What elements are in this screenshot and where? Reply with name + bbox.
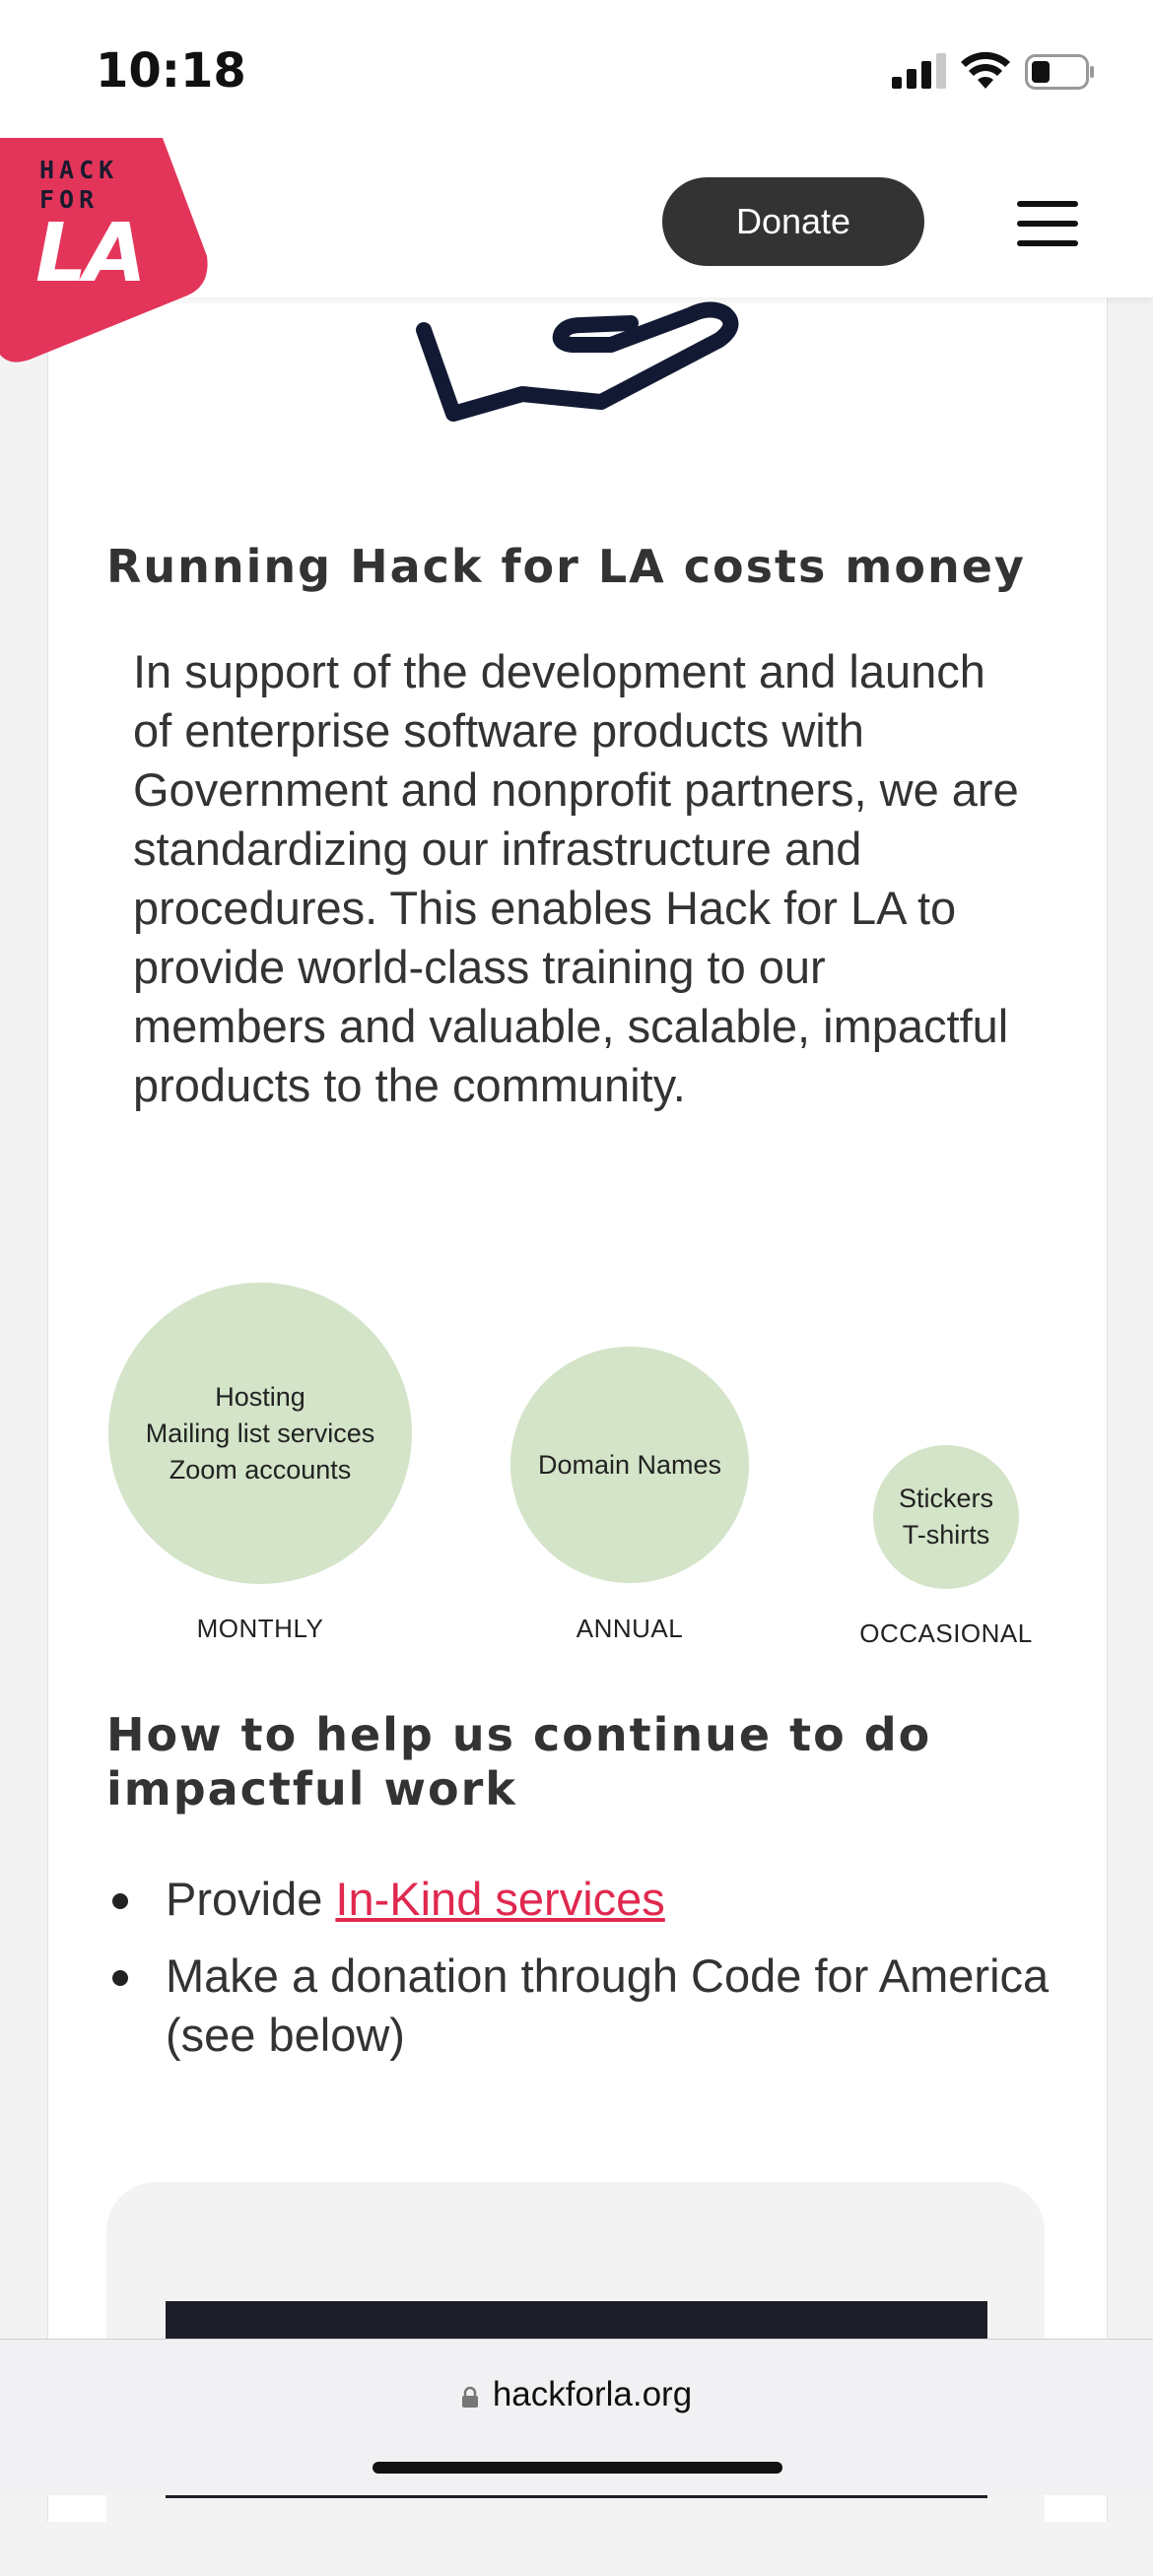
in-kind-services-link[interactable]: In-Kind services xyxy=(335,1873,665,1925)
lock-icon xyxy=(461,2386,479,2408)
cost-bubble-monthly: Hosting Mailing list services Zoom accounts xyxy=(108,1283,412,1584)
cost-bubble-occasional: Stickers T-shirts xyxy=(873,1445,1019,1589)
status-time: 10:18 xyxy=(96,43,246,99)
signal-icon xyxy=(892,51,951,91)
hack-for-la-logo[interactable] xyxy=(0,138,212,364)
logo-text-la: LA xyxy=(35,207,144,300)
wifi-icon xyxy=(960,49,1011,91)
url-text: hackforla.org xyxy=(492,2375,693,2413)
hand-icon xyxy=(394,286,769,433)
status-bar xyxy=(0,0,1153,138)
bubble-label-occasional: OCCASIONAL xyxy=(859,1618,1033,1648)
cost-bubble-annual: Domain Names xyxy=(510,1347,749,1583)
list-item: Make a donation through Code for America (see below) xyxy=(106,1947,1052,2065)
section-title: Running Hack for LA costs money xyxy=(106,540,1026,593)
intro-paragraph: In support of the development and launch of enterprise software products with Government and nonprofit partners, we are standardizing our infrastructure and procedures. This enables Hack for LA to provide world-class training to our members and valuable, scalable, impactful products to the community. xyxy=(133,645,1019,1111)
bubble-label-annual: ANNUAL xyxy=(576,1614,684,1643)
help-title: How to help us continue to do impactful work xyxy=(106,1708,932,1816)
browser-address-bar[interactable] xyxy=(0,2339,1153,2495)
logo-text-small: HACK FOR xyxy=(39,156,119,214)
battery-icon xyxy=(1025,54,1096,90)
url-display[interactable] xyxy=(0,2375,1153,2414)
help-list xyxy=(106,1870,1052,2082)
list-item: Provide In-Kind services xyxy=(106,1870,1052,1929)
home-indicator xyxy=(373,2462,782,2474)
bubble-label-monthly: MONTHLY xyxy=(196,1614,324,1643)
menu-icon[interactable] xyxy=(1017,201,1078,246)
donate-button[interactable]: Donate xyxy=(662,177,924,266)
